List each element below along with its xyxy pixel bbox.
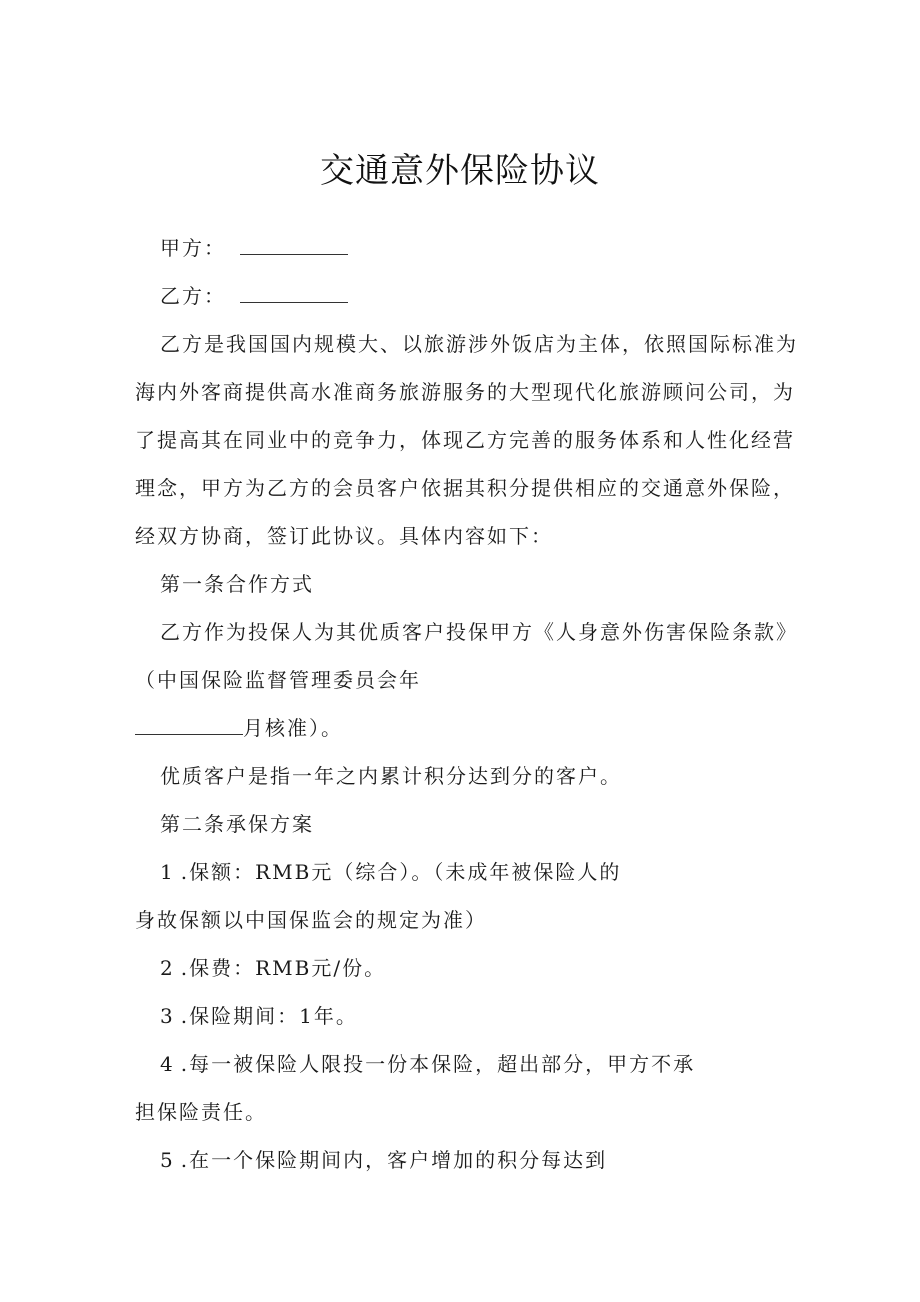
item-number: 1 bbox=[160, 860, 181, 884]
item-text: .在一个保险期间内，客户增加的积分每达到 bbox=[180, 1148, 608, 1172]
intro-line-2: 海内外客商提供高水准商务旅游服务的大型现代化旅游顾问公司，为 bbox=[135, 380, 795, 404]
article1-line-1: 乙方作为投保人为其优质客户投保甲方《人身意外伤害保险条款》 bbox=[160, 620, 798, 644]
approval-date-blank bbox=[135, 716, 243, 735]
article2-heading: 第二条承保方案 bbox=[160, 812, 314, 836]
intro-line-1: 乙方是我国国内规模大、以旅游涉外饭店为主体，依照国际标准为 bbox=[160, 332, 798, 356]
article1-line-3 bbox=[135, 714, 343, 742]
item-text: .保额：RMB元（综合）。（未成年被保险人的 bbox=[180, 860, 622, 884]
article1-line-3-text: 月核准）。 bbox=[243, 716, 343, 740]
party-b-blank bbox=[240, 284, 348, 303]
item-text: .保费：RMB元/份。 bbox=[180, 956, 387, 980]
article1-line-4: 优质客户是指一年之内累计积分达到分的客户。 bbox=[160, 764, 622, 788]
item-text: .保险期间：1年。 bbox=[180, 1004, 358, 1028]
item-number: 5 bbox=[160, 1148, 181, 1172]
article2-item-3 bbox=[160, 1002, 358, 1030]
party-b-line bbox=[160, 282, 348, 310]
article2-item-2 bbox=[160, 954, 386, 982]
article2-item-4 bbox=[160, 1050, 695, 1078]
item-text: .每一被保险人限投一份本保险，超出部分，甲方不承 bbox=[180, 1052, 696, 1076]
party-a-line bbox=[160, 234, 348, 262]
article1-line-2: （中国保险监督管理委员会年 bbox=[135, 668, 421, 692]
intro-line-3: 了提高其在同业中的竞争力，体现乙方完善的服务体系和人性化经营 bbox=[135, 428, 795, 452]
intro-line-4: 理念，甲方为乙方的会员客户依据其积分提供相应的交通意外保险， bbox=[135, 476, 795, 500]
item-number: 4 bbox=[160, 1052, 181, 1076]
article1-heading: 第一条合作方式 bbox=[160, 572, 314, 596]
item-number: 3 bbox=[160, 1004, 181, 1028]
document-title: 交通意外保险协议 bbox=[320, 151, 600, 191]
party-a-label: 甲方： bbox=[160, 236, 226, 260]
article2-item-4-cont: 担保险责任。 bbox=[135, 1100, 267, 1124]
party-a-blank bbox=[240, 236, 348, 255]
intro-line-5: 经双方协商，签订此协议。具体内容如下： bbox=[135, 524, 553, 548]
article2-item-1-cont: 身故保额以中国保监会的规定为准） bbox=[135, 908, 487, 932]
article2-item-1 bbox=[160, 858, 621, 886]
party-b-label: 乙方： bbox=[160, 284, 226, 308]
article2-item-5 bbox=[160, 1146, 607, 1174]
item-number: 2 bbox=[160, 956, 181, 980]
